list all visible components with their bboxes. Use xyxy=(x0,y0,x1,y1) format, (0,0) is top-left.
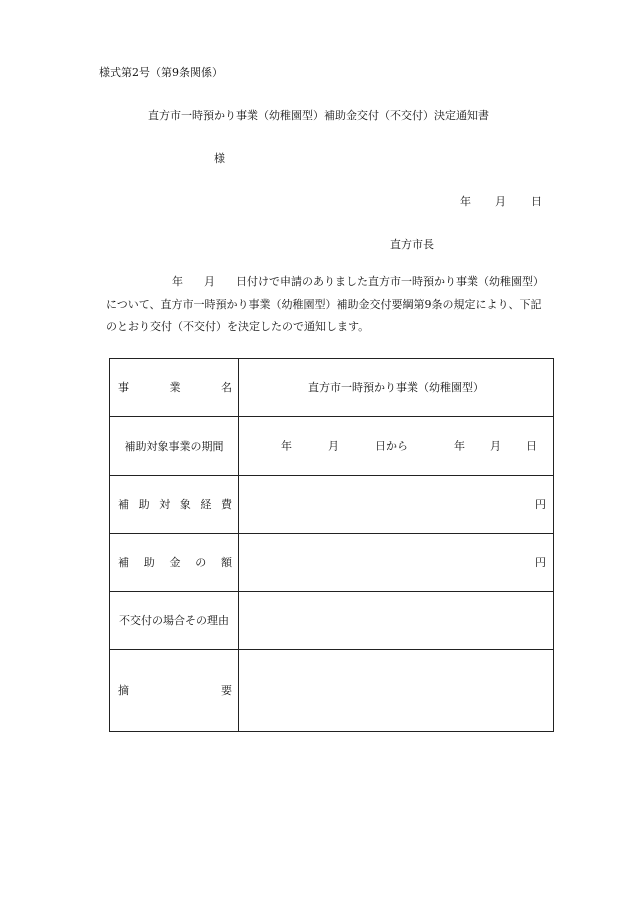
reason-value xyxy=(239,592,554,650)
project-name-label: 事 業 名 xyxy=(110,359,239,417)
remarks-value xyxy=(239,650,554,732)
period-start-day: 日から xyxy=(375,439,408,453)
addressee-suffix: 様 xyxy=(214,152,225,165)
expenses-label: 補 助 対 象 経 費 xyxy=(110,476,239,534)
reason-label: 不交付の場合その理由 xyxy=(110,592,239,650)
details-table xyxy=(109,358,554,732)
table-row xyxy=(110,417,554,476)
period-start-month: 月 xyxy=(328,439,339,453)
table-row xyxy=(110,592,554,650)
document-title: 直方市一時預かり事業（幼稚園型）補助金交付（不交付）決定通知書 xyxy=(148,109,489,122)
expenses-value: 円 xyxy=(239,476,554,534)
period-end-day: 日 xyxy=(526,439,537,453)
amount-value: 円 xyxy=(239,534,554,592)
issue-date-month: 月 xyxy=(495,195,506,208)
period-value xyxy=(239,417,554,476)
issuer-name: 直方市長 xyxy=(390,238,434,251)
period-label: 補助対象事業の期間 xyxy=(110,417,239,476)
amount-label: 補 助 金 の 額 xyxy=(110,534,239,592)
body-line3: のとおり交付（不交付）を決定したので通知します。 xyxy=(106,320,370,333)
period-end-month: 月 xyxy=(490,439,501,453)
table-row xyxy=(110,359,554,417)
remarks-label: 摘 要 xyxy=(110,650,239,732)
body-line1-year: 年 xyxy=(172,275,183,288)
table-row xyxy=(110,534,554,592)
issue-date-year: 年 xyxy=(460,195,471,208)
table-row xyxy=(110,476,554,534)
issue-date-day: 日 xyxy=(531,195,542,208)
form-number: 様式第2号（第9条関係） xyxy=(99,66,223,79)
body-line1-rest: 日付けで申請のありました直方市一時預かり事業（幼稚園型） xyxy=(236,275,544,288)
project-name-value: 直方市一時預かり事業（幼稚園型） xyxy=(239,359,554,417)
body-line2: について、直方市一時預かり事業（幼稚園型）補助金交付要綱第9条の規定により、下記 xyxy=(106,298,542,311)
period-end-year: 年 xyxy=(454,439,465,453)
table-row xyxy=(110,650,554,732)
body-line1-month: 月 xyxy=(204,275,215,288)
period-start-year: 年 xyxy=(281,439,292,453)
